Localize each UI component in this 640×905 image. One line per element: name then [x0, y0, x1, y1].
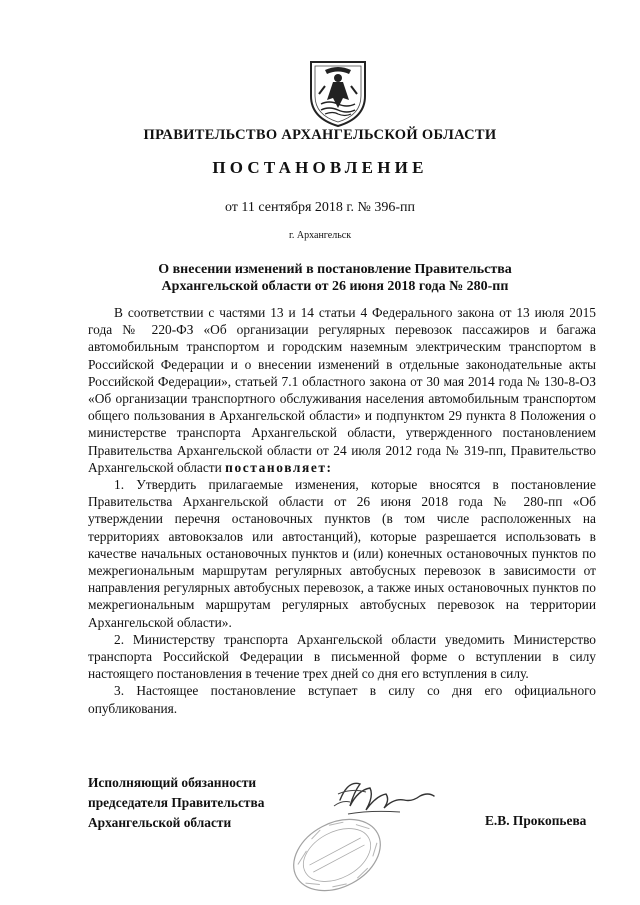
- preamble-text: В соответствии с частями 13 и 14 статьи 4 Федерального закона от 13 июля 2015 года № 220-ФЗ «Об организации регулярных перевозок пассажиров и багажа автомобильным транспортом и городским наземным электрическим транспортом в Российской Федерации и о внесении изменений в отдельные законодательные акты Российской Федерации», статьей 7.1 областного закона от 30 мая 2014 года № 130-8-ОЗ «Об организации транспортного обслуживания населения автомобильным транспортом общего пользования в Архангельской области» и подпунктом 29 пункта 8 Положения о министерстве транспорта Архангельской области, утвержденного постановлением Правительства Архангельской области от 24 июля 2012 года № 319-пп, Правительство Архангельской области: [88, 305, 596, 475]
- document-subject: [100, 261, 570, 295]
- document-city: г. Архангельск: [288, 230, 352, 241]
- preamble-paragraph: [88, 304, 596, 476]
- item-paragraph-1: 1. Утвердить прилагаемые изменения, которые вносятся в постановление Правительства Архангельской области от 26 июня 2018 года № 280-пп «Об утверждении перечня остановочных пунктов (в том числе расположенных на территориях автовокзалов или автостанций), которые разрешается использовать в качестве начальных остановочных пунктов и (или) конечных остановочных пунктов по межрегиональным маршрутам регулярных автобусных перевозок в зависимости от направления регулярных автобусных перевозок, а также иных остановочных пунктов по межрегиональным маршрутам регулярных автобусных перевозок на территории Архангельской области».: [88, 477, 596, 630]
- signer-title-line-3: Архангельской области: [88, 815, 232, 830]
- document-type: ПОСТАНОВЛЕНИЕ: [212, 158, 428, 177]
- subject-line-1: О внесении изменений в постановление Правительства: [158, 262, 512, 277]
- handwritten-signature: [330, 770, 440, 830]
- item-paragraph-2: 2. Министерству транспорта Архангельской области уведомить Министерство транспорта Российской Федерации в письменной форме о вступлении в силу настоящего постановления в течение трех дней со дня его вступления в силу.: [88, 631, 596, 682]
- coat-of-arms-icon: [303, 56, 373, 128]
- signer-title-line-1: Исполняющий обязанности: [88, 775, 257, 790]
- signer-title: [88, 773, 264, 833]
- signer-title-line-2: председателя Правительства: [88, 795, 265, 810]
- item-paragraph-3: 3. Настоящее постановление вступает в силу со дня его официального опубликования.: [88, 683, 596, 716]
- document-body: [88, 304, 596, 717]
- subject-line-2: Архангельской области от 26 июня 2018 года № 280-пп: [161, 279, 509, 294]
- decree-word: постановляет:: [225, 459, 333, 475]
- document-date-number: от 11 сентября 2018 г. № 396-пп: [224, 200, 416, 215]
- signer-name: Е.В. Прокопьева: [485, 813, 587, 828]
- organization-name: ПРАВИТЕЛЬСТВО АРХАНГЕЛЬСКОЙ ОБЛАСТИ: [143, 127, 497, 143]
